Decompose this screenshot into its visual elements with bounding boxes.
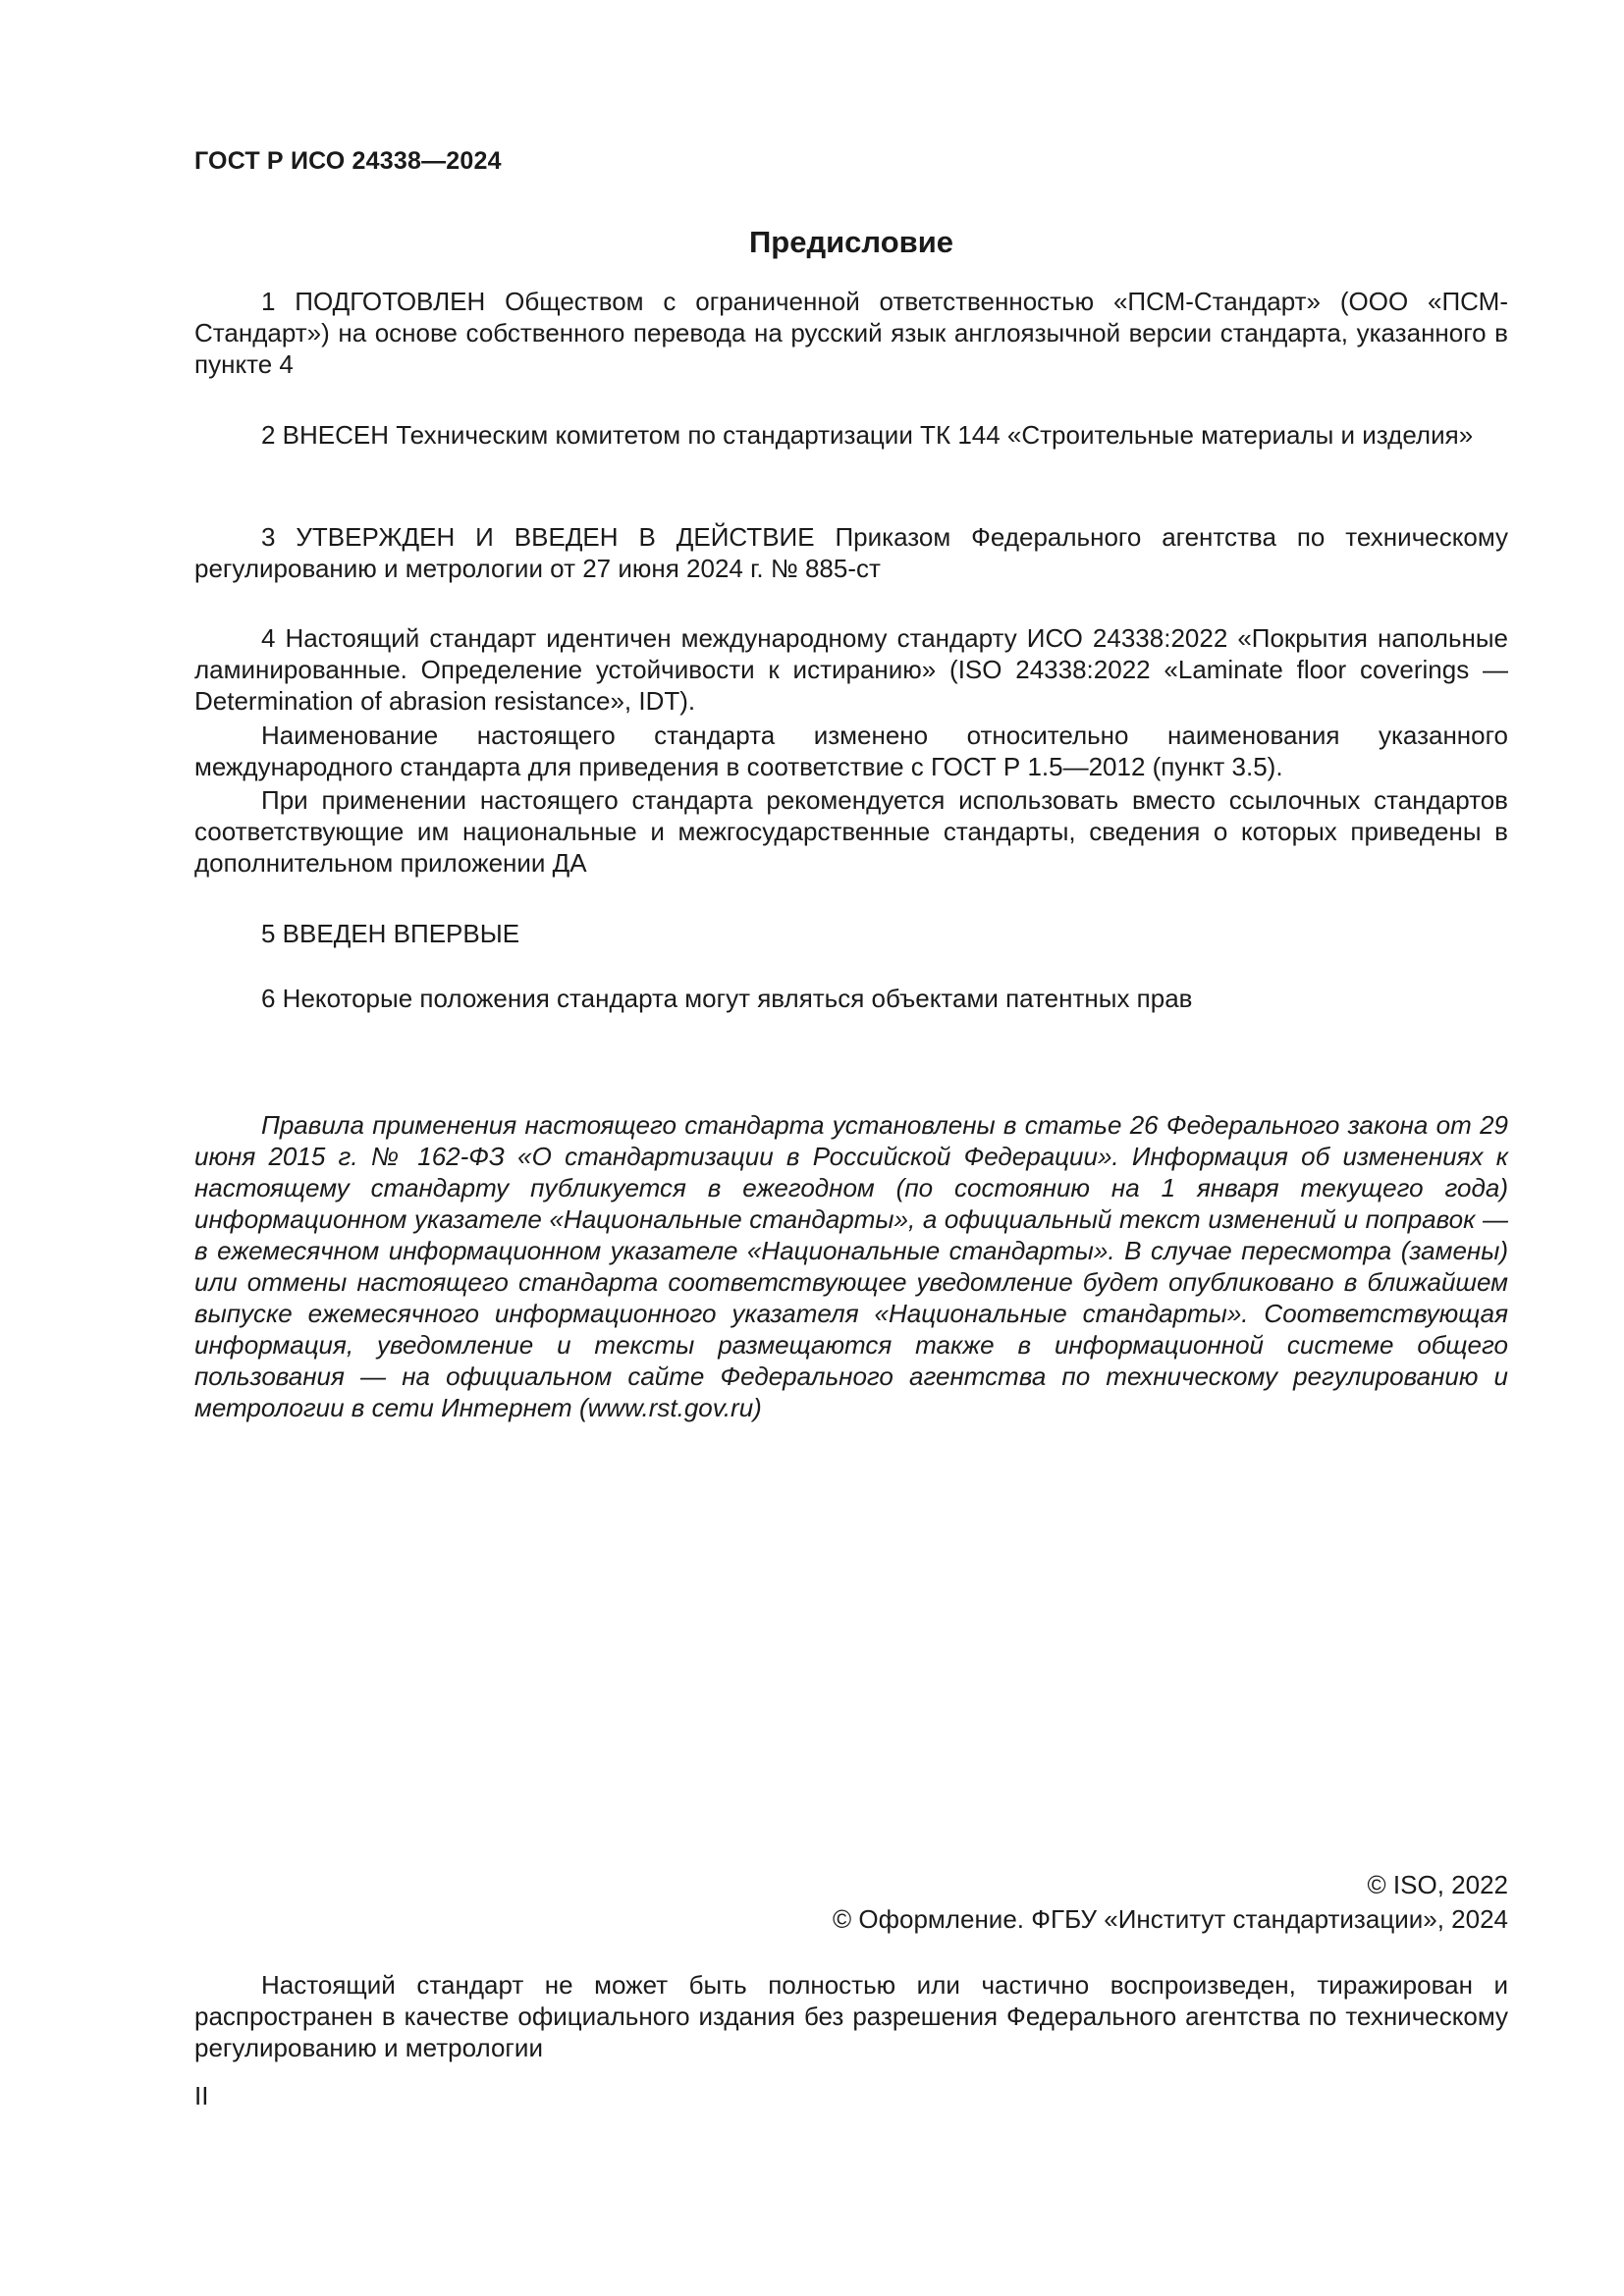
application-rules-notice: Правила применения настоящего стандарта установлены в статье 26 Федерального закона от 29 июня 2015 г. № 162-ФЗ «О стандартизации в Российской Федерации». Информация об изменениях к настоящему стандарту публикуется в ежегодном (по состоянию на 1 января текущего года) информационном указателе «Национальные стандарты», а официальный текст изменений и поправок — в ежемесячном информационном указателе «Национальные стандарты». В случае пересмотра (замены) или отмены настоящего стандарта соответствующее уведомление будет опубликовано в ближайшем выпуске ежемесячного информационного указателя «Национальные стандарты». Соответствующая информация, уведомление и тексты размещаются также в информационной системе общего пользования — на официальном сайте Федерального агентства по техническому регулированию и метрологии в сети Интернет (www.rst.gov.ru): [194, 1110, 1508, 1422]
section-title: Предисловие: [748, 225, 953, 259]
copyright-block: [833, 1868, 1508, 1937]
paragraph-introduced-by: 2 ВНЕСЕН Техническим комитетом по стандартизации ТК 144 «Строительные материалы и изделия»: [261, 420, 1474, 450]
paragraph-approved: 3 УТВЕРЖДЕН И ВВЕДЕН В ДЕЙСТВИЕ Приказом Федерального агентства по техническому регулированию и метрологии от 27 июня 2024 г. № 885-ст: [194, 522, 1508, 583]
paragraph-first-introduced: 5 ВВЕДЕН ВПЕРВЫЕ: [261, 919, 520, 948]
paragraph-prepared-by: 1 ПОДГОТОВЛЕН Обществом с ограниченной ответственностью «ПСМ-Стандарт» (ООО «ПСМ-Стандарт») на основе собственного перевода на русский язык англоязычной версии стандарта, указанного в пункте 4: [194, 287, 1508, 379]
paragraph-patent-rights: 6 Некоторые положения стандарта могут являться объектами патентных прав: [261, 984, 1193, 1013]
paragraph-title-changed: Наименование настоящего стандарта изменено относительно наименования указанного международного стандарта для приведения в соответствие с ГОСТ Р 1.5—2012 (пункт 3.5).: [194, 721, 1508, 781]
copyright-design: © Оформление. ФГБУ «Институт стандартизации», 2024: [833, 1904, 1508, 1934]
document-code-header: ГОСТ Р ИСО 24338—2024: [194, 147, 502, 175]
page-number: II: [194, 2081, 209, 2110]
paragraph-reference-standards: При применении настоящего стандарта рекомендуется использовать вместо ссылочных стандартов соответствующие им национальные и межгосударственные стандарты, сведения о которых приведены в дополнительном приложении ДА: [194, 785, 1508, 878]
paragraph-identical-standard: 4 Настоящий стандарт идентичен международному стандарту ИСО 24338:2022 «Покрытия напольные ламинированные. Определение устойчивости к истиранию» (ISO 24338:2022 «Laminate floor coverings — Determination of abrasion resistance», IDT).: [194, 623, 1508, 716]
copyright-iso: © ISO, 2022: [1367, 1870, 1508, 1899]
reproduction-notice: Настоящий стандарт не может быть полностью или частично воспроизведен, тиражирован и распространен в качестве официального издания без разрешения Федерального агентства по техническому регулированию и метрологии: [194, 1970, 1508, 2062]
